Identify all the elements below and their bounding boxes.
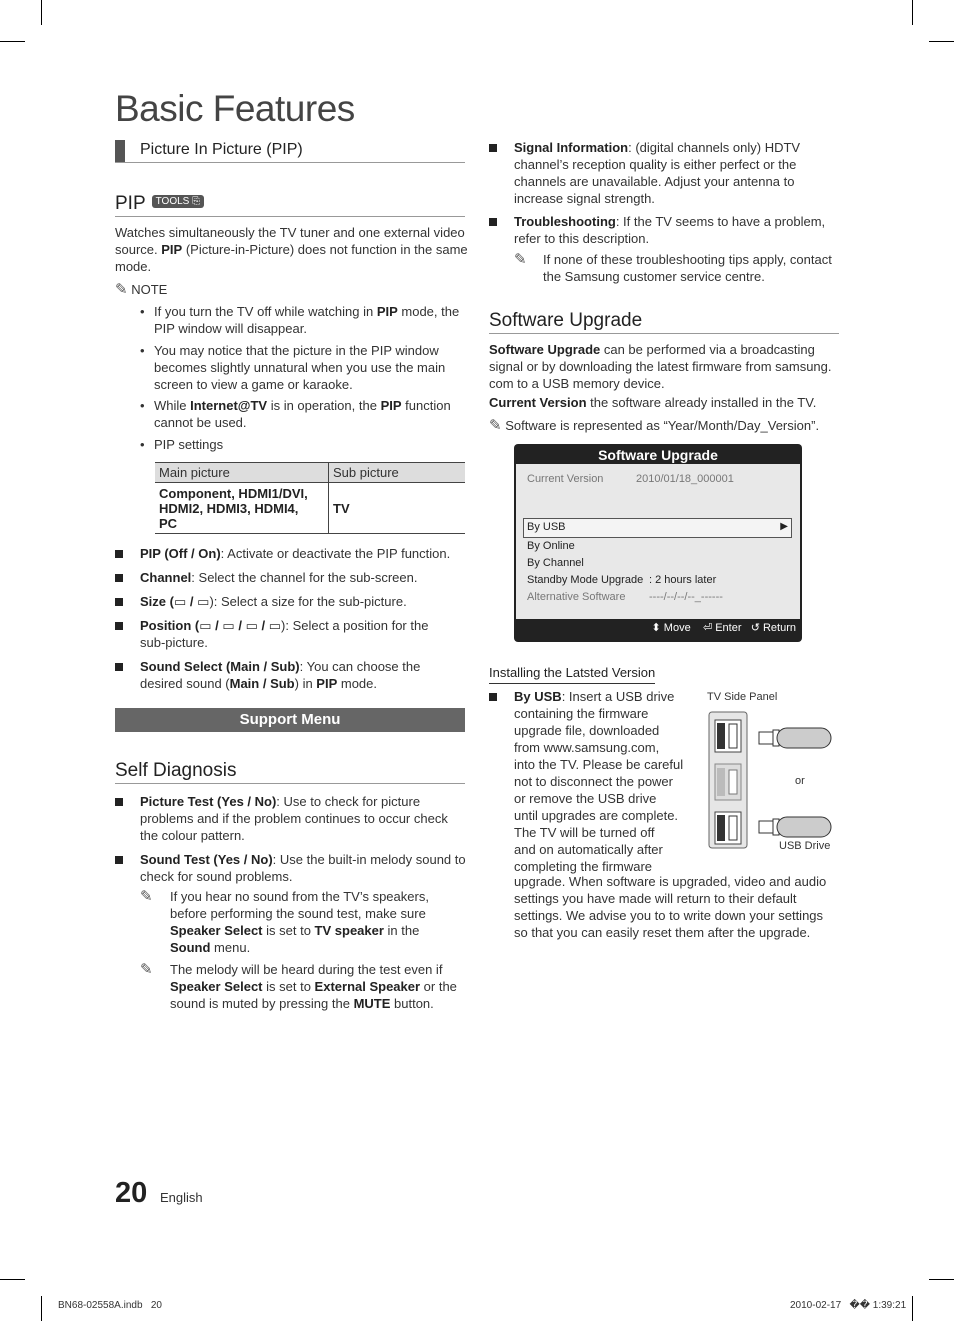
crop-mark	[912, 0, 913, 25]
osd-body	[516, 464, 800, 619]
pip-item-text: Size (▭ / ▭): Select a size for the sub-picture.	[140, 594, 407, 609]
osd-return-label: Return	[762, 622, 796, 634]
usb-drive-top-plug	[759, 732, 773, 744]
move-arrows-icon: ⬍	[651, 622, 661, 634]
crop-mark	[41, 1296, 42, 1321]
osd-standby-value: : 2 hours later	[649, 574, 717, 586]
bullet-dot-icon: •	[140, 343, 145, 358]
self-diagnosis-heading: Self Diagnosis	[115, 760, 465, 784]
pencil-icon: ✎	[489, 417, 502, 434]
position-icon: ▭	[222, 618, 235, 633]
usb-drive-bottom-body	[777, 817, 831, 837]
tools-badge: TOOLS ⎘	[152, 195, 205, 208]
square-bullet-icon	[489, 693, 497, 701]
or-label: or	[795, 775, 805, 787]
crop-mark	[912, 1296, 913, 1321]
pip-intro-line: source. PIP (Picture-in-Picture) does not function in the same	[115, 242, 468, 257]
footer-date: 2010-02-17 �� 1:39:21	[790, 1300, 907, 1311]
diagnosis-item-text: Picture Test (Yes / No): Use to check for picture problems and if the problem continues to occur check the colour pattern.	[140, 794, 448, 843]
crop-mark	[929, 1279, 954, 1280]
page-language: English	[160, 1190, 203, 1205]
page-title: Basic Features	[115, 88, 355, 129]
pip-item-text: Position (▭ / ▭ / ▭ / ▭): Select a position for the sub-picture.	[140, 618, 429, 650]
osd-footer	[652, 621, 796, 634]
note-line: screen to view a game or karaoke.	[154, 377, 353, 392]
square-bullet-icon	[115, 856, 123, 864]
table-header-row	[155, 463, 465, 483]
square-bullet-icon	[115, 622, 123, 630]
table-cell-line: HDMI2, HDMI3, HDMI4,	[159, 500, 299, 516]
osd-item-by-online[interactable]: By Online	[527, 540, 575, 552]
osd-item-label: By USB	[527, 521, 566, 533]
square-bullet-icon	[115, 598, 123, 606]
table-cell-line: Component, HDMI1/DVI,	[159, 485, 308, 501]
pencil-icon: ✎	[514, 251, 527, 268]
pip-intro	[115, 224, 470, 275]
note-text: PIP settings	[154, 437, 224, 452]
pencil-icon: ✎	[140, 888, 153, 905]
pip-heading-text: PIP	[115, 193, 146, 214]
osd-title: Software Upgrade	[598, 447, 718, 463]
note-label: NOTE	[131, 282, 168, 297]
size-large-icon: ▭	[197, 594, 210, 609]
current-version-desc: Current Version the software already installed in the TV.	[489, 395, 817, 410]
square-bullet-icon	[115, 550, 123, 558]
pip-item-text: PIP (Off / On): Activate or deactivate the PIP function.	[140, 546, 451, 561]
table-cell: TV	[329, 483, 466, 534]
pencil-icon: ✎	[140, 961, 153, 978]
table-header: Main picture	[155, 463, 329, 483]
version-note: ✎ Software is represented as “Year/Month/Day_Version”.	[489, 417, 820, 434]
position-icon: ▭	[245, 618, 258, 633]
usb-drive-top-body	[777, 728, 831, 748]
square-bullet-icon	[115, 574, 123, 582]
usb-drive-label: USB Drive	[779, 840, 831, 852]
note-text: If you turn the TV off while watching in PIP mode, the PIP window will disappear.	[154, 304, 460, 336]
support-menu-bar: Support Menu	[115, 708, 465, 732]
table-cell	[155, 483, 329, 534]
usb-item-continued: upgrade. When software is upgraded, video and audio settings you have made will return to their default settings. We advise you to to write down your settings so that you can easily reset them after the upgrade.	[514, 874, 827, 940]
note-line: You may notice that the picture in the PIP window	[154, 343, 439, 358]
bullet-dot-icon: •	[140, 437, 145, 452]
crop-mark	[929, 41, 954, 42]
page-number: 20	[115, 1177, 148, 1209]
table-cell-line: PC	[159, 515, 178, 531]
pip-settings-table	[155, 462, 465, 534]
table-row	[155, 483, 465, 534]
osd-current-version-value: 2010/01/18_000001	[636, 473, 734, 485]
enter-icon: ⏎	[702, 622, 713, 634]
osd-item-by-usb[interactable]	[523, 518, 792, 538]
osd-item-by-channel[interactable]: By Channel	[527, 557, 584, 569]
note-label-row	[115, 281, 167, 298]
arrow-right-icon: ▶	[780, 521, 788, 532]
usb-item-text: By USB: Insert a USB drive containing the firmware upgrade file, downloaded from www.samsung.com, into the TV. Please be careful not to disconnect the power or remove the USB drive until upgrades are complete. The TV will be turned off and on automatically after completing the firmware	[514, 689, 684, 874]
trouble-note-text: If none of these troubleshooting tips apply, contact the Samsung customer service centre.	[543, 252, 832, 284]
position-icon: ▭	[268, 618, 282, 633]
pip-intro-line: Watches simultaneously the TV tuner and one external video	[115, 225, 465, 240]
table-header: Sub picture	[329, 463, 466, 483]
note-text	[154, 342, 445, 393]
support-item-text: Signal Information: (digital channels only) HDTV channel’s reception quality is either perfect or the channels are unavailable. Adjust your antenna to increase signal strength.	[514, 140, 801, 206]
osd-alt-value: ----/--/--/--_------	[649, 591, 723, 603]
section-header	[115, 140, 465, 163]
square-bullet-icon	[115, 663, 123, 671]
bullet-dot-icon: •	[140, 304, 145, 319]
tools-badge-label: TOOLS	[155, 196, 190, 208]
tv-side-panel-label: TV Side Panel	[707, 691, 778, 703]
diagnosis-note	[140, 888, 470, 956]
osd-item-standby[interactable]: Standby Mode Upgrade	[527, 574, 644, 586]
section-bar	[115, 140, 125, 162]
bullet-dot-icon: •	[140, 398, 145, 413]
install-heading: Installing the Latsted Version	[489, 664, 655, 684]
size-small-icon: ▭	[173, 594, 187, 609]
osd-item-alternative[interactable]: Alternative Software	[527, 591, 626, 603]
section-header-text: Picture In Picture (PIP)	[140, 141, 303, 158]
pencil-icon: ✎	[115, 281, 128, 298]
usb-drive-bottom-plug	[759, 821, 773, 833]
position-icon: ▭	[199, 618, 212, 633]
trouble-note	[514, 251, 844, 285]
pip-heading	[115, 193, 465, 217]
diagnosis-item-text: Sound Test (Yes / No): Use the built-in melody sound to check for sound problems.	[140, 852, 466, 884]
diagnosis-note-text: If you hear no sound from the TV’s speakers, before performing the sound test, make sure Speaker Select is set to TV speaker in the Sound menu.	[170, 889, 429, 955]
diagnosis-note-text: The melody will be heard during the test even if Speaker Select is set to External Speaker or the sound is muted by pressing the MUTE button.	[170, 962, 457, 1011]
square-bullet-icon	[115, 798, 123, 806]
tv-side-panel-illustration	[705, 708, 840, 853]
square-bullet-icon	[489, 218, 497, 226]
osd-enter-label: Enter	[715, 622, 742, 634]
return-icon: ↺	[750, 622, 760, 634]
osd-move-label: Move	[663, 622, 691, 634]
software-upgrade-osd	[514, 444, 802, 642]
diagnosis-note	[140, 961, 470, 1012]
pip-item-text: Sound Select (Main / Sub): You can choose the desired sound (Main / Sub) in PIP mode.	[140, 659, 421, 691]
osd-current-version-label: Current Version	[527, 473, 604, 485]
square-bullet-icon	[489, 144, 497, 152]
crop-mark	[0, 1279, 25, 1280]
crop-mark	[0, 41, 25, 42]
pip-item-text: Channel: Select the channel for the sub-screen.	[140, 570, 418, 585]
upgrade-description: Software Upgrade can be performed via a broadcasting signal or by downloading the latest firmware from samsung. com to a USB memory device.	[489, 342, 832, 391]
note-text: While Internet@TV is in operation, the PIP function cannot be used.	[154, 398, 451, 430]
support-item-text: Troubleshooting: If the TV seems to have a problem, refer to this description.	[514, 214, 826, 246]
note-line: becomes slightly unnatural when you use the main	[154, 360, 446, 375]
pip-intro-line: mode.	[115, 259, 152, 274]
footer-file: BN68-02558A.indb 20	[58, 1300, 162, 1311]
software-upgrade-heading: Software Upgrade	[489, 310, 839, 334]
crop-mark	[41, 0, 42, 25]
